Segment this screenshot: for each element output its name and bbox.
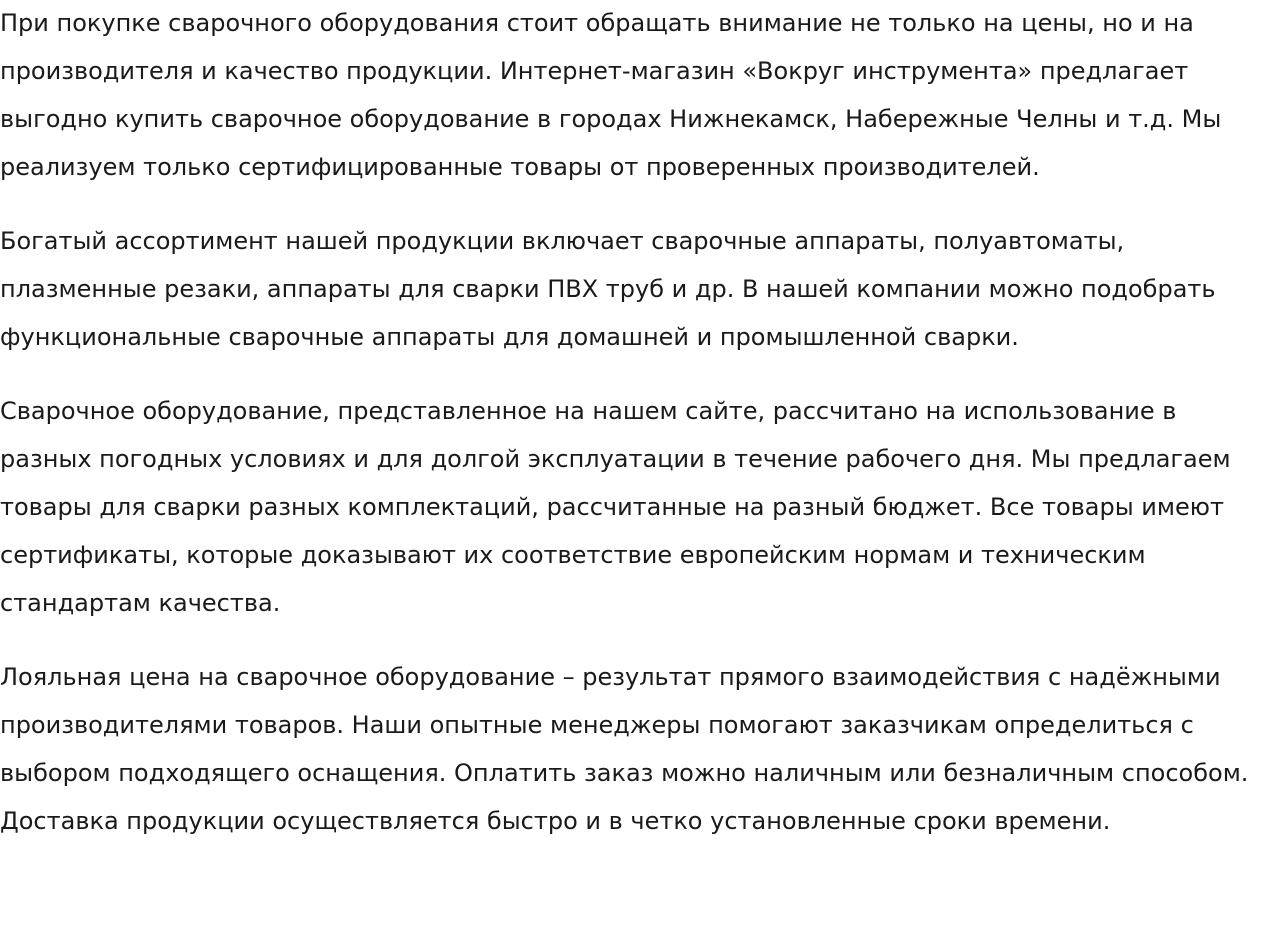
article-paragraph-1: При покупке сварочного оборудования стоит обращать внимание не только на цены, но и на производителя и качество продукции. Интернет-магазин «Вокруг инструмента» предлагает выгодно купить сварочное оборудование в городах Нижнекамск, Набережные Челны и т.д. Мы реализуем только сертифицированные товары от проверенных производителей. bbox=[0, 9, 1222, 181]
article-paragraph-2: Богатый ассортимент нашей продукции включает сварочные аппараты, полуавтоматы, плазменные резаки, аппараты для сварки ПВХ труб и др. В нашей компании можно подобрать функциональные сварочные аппараты для домашней и промышленной сварки. bbox=[0, 227, 1216, 351]
article-paragraph-3: Сварочное оборудование, представленное на нашем сайте, рассчитано на использование в разных погодных условиях и для долгой эксплуатации в течение рабочего дня. Мы предлагаем товары для сварки разных комплектаций, рассчитанные на разный бюджет. Все товары имеют сертификаты, которые доказывают их соответствие европейским нормам и техническим стандартам качества. bbox=[0, 397, 1231, 617]
article-paragraph-4: Лояльная цена на сварочное оборудование – результат прямого взаимодействия с надёжными производителями товаров. Наши опытные менеджеры помогают заказчикам определиться с выбором подходящего оснащения. Оплатить заказ можно наличным или безналичным способом. Доставка продукции осуществляется быстро и в четко установленные сроки времени. bbox=[0, 663, 1249, 835]
